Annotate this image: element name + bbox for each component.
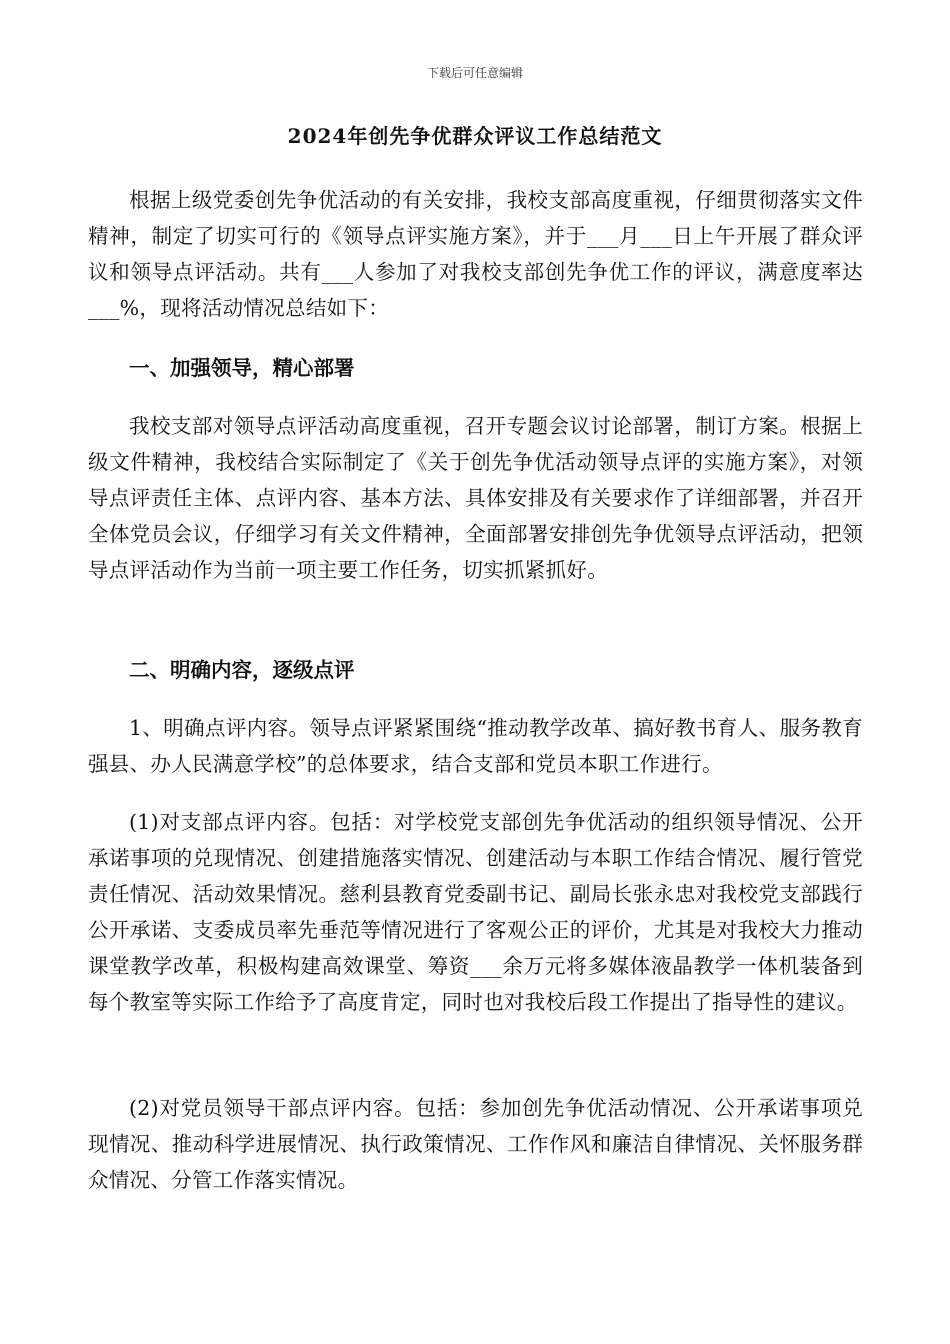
header-note: 下载后可任意编辑	[426, 66, 523, 80]
intro-paragraph: 根据上级党委创先争优活动的有关安排，我校支部高度重视，仔细贯彻落实文件精神，制定了切实可行的《领导点评实施方案》，并于___月___日上午开展了群众评议和领导点评活动。共有___人参加了对我校支部创先争优工作的评议，满意度率达___%，现将活动情况总结如下：	[88, 188, 863, 320]
section-1-paragraph: 我校支部对领导点评活动高度重视，召开专题会议讨论部署，制订方案。根据上级文件精神，我校结合实际制定了《关于创先争优活动领导点评的实施方案》，对领导点评责任主体、点评内容、基本方法、具体安排及有关要求作了详细部署，并召开全体党员会议，仔细学习有关文件精神，全面部署安排创先争优领导点评活动，把领导点评活动作为当前一项主要工作任务，切实抓紧抓好。	[88, 414, 863, 582]
section-1-heading-block	[88, 350, 863, 386]
section-2-p3-block	[88, 1090, 863, 1198]
document-title: 2024年创先争优群众评议工作总结范文	[287, 124, 663, 148]
section-2-paragraph-1: 1、明确点评内容。领导点评紧紧围绕“推动教学改革、搞好教书育人、服务教育强县、办人民满意学校”的总体要求，结合支部和党员本职工作进行。	[88, 716, 863, 776]
section-2-p1-block	[88, 710, 863, 782]
section-1-body-block	[88, 408, 863, 588]
section-2-p2-block	[88, 804, 863, 1020]
section-2-paragraph-2: (1)对支部点评内容。包括：对学校党支部创先争优活动的组织领导情况、公开承诺事项的兑现情况、创建措施落实情况、创建活动与本职工作结合情况、履行管党责任情况、活动效果情况。慈利县教育党委副书记、副局长张永忠对我校党支部践行公开承诺、支委成员率先垂范等情况进行了客观公正的评价，尤其是对我校大力推动课堂教学改革，积极构建高效课堂、筹资___余万元将多媒体液晶教学一体机装备到每个教室等实际工作给予了高度肯定，同时也对我校后段工作提出了指导性的建议。	[88, 810, 863, 1014]
section-2-heading-block	[88, 652, 863, 688]
intro-block	[88, 182, 863, 326]
section-1-heading: 一、加强领导，精心部署	[129, 356, 355, 380]
section-2-paragraph-3: (2)对党员领导干部点评内容。包括：参加创先争优活动情况、公开承诺事项兑现情况、推动科学进展情况、执行政策情况、工作作风和廉洁自律情况、关怀服务群众情况、分管工作落实情况。	[88, 1096, 863, 1192]
section-2-heading: 二、明确内容，逐级点评	[129, 658, 355, 682]
